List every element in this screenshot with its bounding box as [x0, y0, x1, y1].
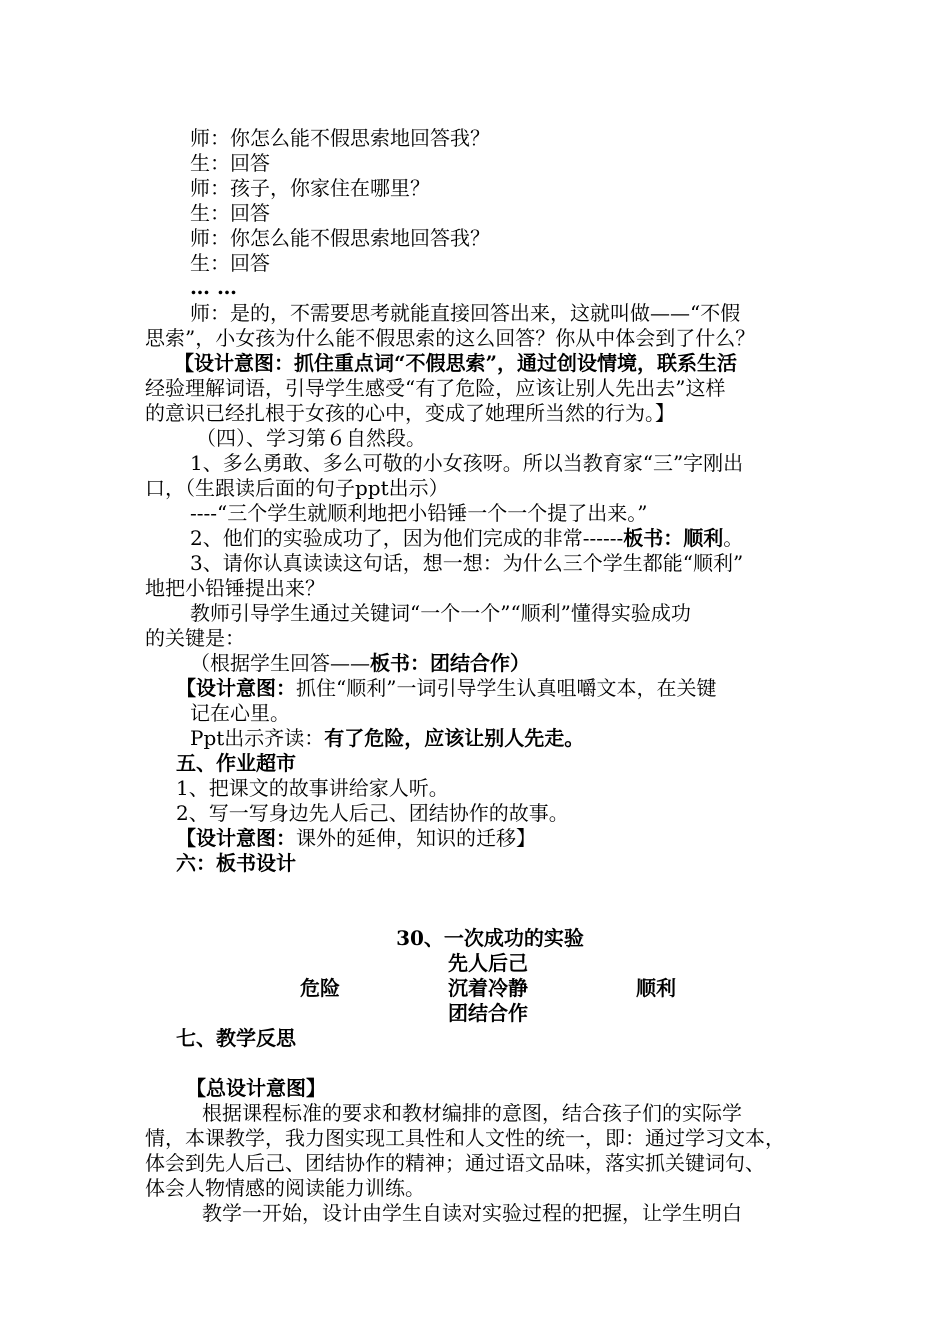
overall-line: 情，本课教学，我力图实现工具性和人文性的统一，即：通过学习文本， [145, 1126, 785, 1150]
ppt-line [190, 726, 584, 750]
paragraph-line: 地把小铅锤提出来？ [145, 576, 325, 600]
paragraph-line: 1、多么勇敢、多么可敬的小女孩呀。所以当教育家“三”字刚出 [190, 451, 744, 475]
paragraph-text: 。 [723, 526, 744, 550]
dialogue-line: 生：回答 [190, 251, 270, 275]
section-four-heading: （四）、学习第６自然段。 [196, 426, 426, 450]
paragraph-line: 教师引导学生通过关键词“一个一个”“顺利”懂得实验成功 [190, 601, 691, 625]
dialogue-line: 生：回答 [190, 201, 270, 225]
quote-line: ----“三个学生就顺利地把小铅锤一个一个提了出来。” [190, 501, 648, 525]
overall-line: 根据课程标准的要求和教材编排的意图，结合孩子们的实际学 [202, 1101, 742, 1125]
design-intent-line [176, 676, 716, 700]
paragraph-line [190, 526, 743, 550]
paragraph-text: （根据学生回答—— [190, 651, 370, 675]
board-item: 沉着冷静 [448, 976, 528, 1000]
paragraph-line: 口，（生跟读后面的句子ppt出示） [145, 476, 449, 500]
paragraph-line [190, 651, 530, 675]
homework-item: 2、写一写身边先人后己、团结协作的故事。 [176, 801, 569, 825]
board-item: 团结合作 [448, 1001, 528, 1025]
design-intent-line: 记在心里。 [190, 701, 290, 725]
dialogue-line: 生：回答 [190, 151, 270, 175]
dialogue-line: 师：孩子，你家住在哪里？ [190, 176, 430, 200]
board-note: 板书：团结合作） [370, 651, 530, 675]
paragraph-text: 2、他们的实验成功了，因为他们完成的非常------ [190, 526, 624, 550]
teacher-summary-line: 师：是的，不需要思考就能直接回答出来，这就叫做——“不假 [190, 301, 741, 325]
dialogue-line: 师：你怎么能不假思索地回答我？ [190, 226, 490, 250]
design-intent-line [176, 826, 536, 850]
overall-line: 教学一开始，设计由学生自读对实验过程的把握，让学生明白 [202, 1201, 742, 1225]
ellipsis: … … [190, 275, 237, 299]
paragraph-line: 3、请你认真读读这句话，想一想：为什么三个学生都能“顺利” [190, 551, 744, 575]
design-intent-line: 【设计意图：抓住重点词“不假思索”，通过创设情境，联系生活 [174, 351, 738, 375]
section-seven-heading: 七、教学反思 [176, 1026, 296, 1050]
paragraph-line: 的关键是： [145, 626, 245, 650]
intent-label: 【设计意图： [176, 676, 296, 700]
dialogue-line: 师：你怎么能不假思索地回答我？ [190, 126, 490, 150]
overall-line: 体会人物情感的阅读能力训练。 [145, 1176, 425, 1200]
board-note: 板书：顺利 [623, 526, 724, 550]
intent-text: 课外的延伸，知识的迁移】 [296, 826, 536, 850]
board-title: 30、一次成功的实验 [396, 926, 584, 950]
design-intent-line: 的意识已经扎根于女孩的心中，变成了她理所当然的行为。】 [145, 401, 675, 425]
overall-heading: 【总设计意图】 [186, 1076, 326, 1100]
intent-label: 【设计意图： [176, 826, 296, 850]
intent-text: 抓住“顺利”一词引导学生认真咀嚼文本，在关键 [296, 676, 717, 700]
design-intent-line: 经验理解词语，引导学生感受“有了危险，应该让别人先出去”这样 [145, 376, 726, 400]
board-item: 先人后己 [448, 951, 528, 975]
overall-line: 体会到先人后己、团结协作的精神；通过语文品味，落实抓关键词句、 [145, 1151, 765, 1175]
ppt-label: Ppt出示齐读： [190, 726, 325, 750]
section-five-heading: 五、作业超市 [176, 751, 296, 775]
ppt-text: 有了危险，应该让别人先走。 [324, 726, 585, 750]
homework-item: 1、把课文的故事讲给家人听。 [176, 776, 449, 800]
board-left: 危险 [300, 976, 340, 1000]
section-six-heading: 六：板书设计 [176, 851, 296, 875]
teacher-summary-line: 思索”，小女孩为什么能不假思索的这么回答？你从中体会到了什么？ [145, 326, 756, 350]
board-right: 顺利 [636, 976, 676, 1000]
